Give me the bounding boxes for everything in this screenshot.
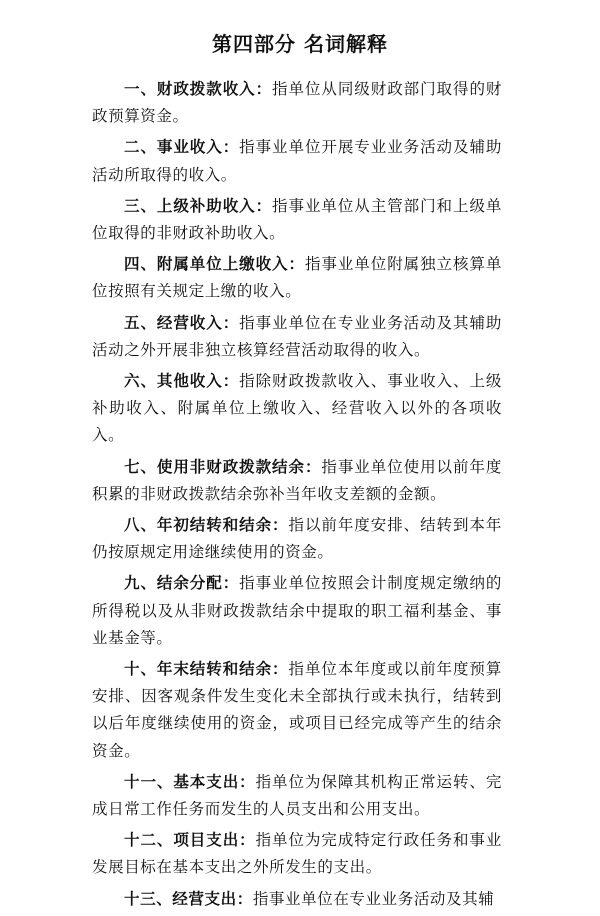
definition-text: 指事业单位附属独立核算单位按照有关规定上缴的收入。 bbox=[92, 255, 502, 301]
definition-text: 指以前年度安排、结转到本年仍按原规定用途继续使用的资金。 bbox=[92, 516, 502, 562]
definition-term: 五、经营收入： bbox=[124, 312, 240, 332]
definition-item bbox=[92, 453, 502, 508]
definition-item bbox=[92, 826, 502, 881]
definition-item bbox=[92, 511, 502, 566]
definition-item bbox=[92, 885, 502, 913]
definition-term: 六、其他收入： bbox=[124, 371, 240, 391]
definition-term: 三、上级补助收入： bbox=[124, 195, 273, 215]
definition-text: 指事业单位在专业业务活动及其辅 bbox=[252, 889, 495, 908]
definition-item bbox=[92, 367, 502, 450]
definition-term: 七、使用非财政拨款结余： bbox=[124, 456, 322, 476]
definition-term: 八、年初结转和结余： bbox=[124, 515, 289, 535]
definition-term: 十二、项目支出： bbox=[124, 830, 256, 850]
definition-term: 四、附属单位上缴收入： bbox=[124, 254, 305, 274]
definition-text: 指事业单位开展专业业务活动及辅助活动所取得的收入。 bbox=[92, 138, 502, 184]
definition-item bbox=[92, 569, 502, 652]
definition-term: 九、结余分配： bbox=[124, 573, 240, 593]
definition-item bbox=[92, 75, 502, 130]
definition-text: 指事业单位在专业业务活动及其辅助活动之外开展非独立核算经营活动取得的收入。 bbox=[92, 313, 502, 359]
definition-text: 指事业单位从主管部门和上级单位取得的非财政补助收入。 bbox=[92, 196, 502, 243]
definition-text: 指事业单位使用以前年度积累的非财政拨款结余弥补当年收支差额的金额。 bbox=[92, 457, 503, 503]
definition-item bbox=[92, 250, 502, 305]
definition-item bbox=[92, 655, 502, 765]
definition-term: 十、年末结转和结余： bbox=[124, 659, 289, 679]
definition-item bbox=[92, 192, 502, 247]
definition-list bbox=[92, 75, 502, 916]
definition-text: 指除财政拨款收入、事业收入、上级补助收入、附属单位上缴收入、经营收入以外的各项收入。 bbox=[92, 372, 502, 445]
definition-item bbox=[92, 133, 502, 188]
definition-term: 十三、经营支出： bbox=[124, 888, 253, 908]
definition-term: 二、事业收入： bbox=[124, 137, 240, 157]
page-title: 第四部分 名词解释 bbox=[212, 32, 388, 56]
definition-text: 指单位为保障其机构正常运转、完成日常工作任务而发生的人员支出和公用支出。 bbox=[92, 772, 502, 819]
definition-text: 指事业单位按照会计制度规定缴纳的所得税以及从非财政拨款结余中提取的职工福利基金、事业基金等。 bbox=[92, 574, 502, 647]
definition-text: 指单位为完成特定行政任务和事业发展目标在基本支出之外所发生的支出。 bbox=[92, 831, 502, 877]
definition-item bbox=[92, 768, 502, 823]
definition-text: 指单位本年度或以前年度预算安排、因客观条件发生变化未全部执行或未执行，结转到以后年度继续使用的资金，或项目已经完成等产生的结余资金。 bbox=[92, 660, 502, 760]
definition-term: 一、财政拨款收入： bbox=[124, 79, 273, 98]
definition-item bbox=[92, 309, 502, 364]
definition-text: 指单位从同级财政部门取得的财政预算资金。 bbox=[92, 80, 502, 126]
definition-term: 十一、基本支出： bbox=[124, 771, 256, 791]
